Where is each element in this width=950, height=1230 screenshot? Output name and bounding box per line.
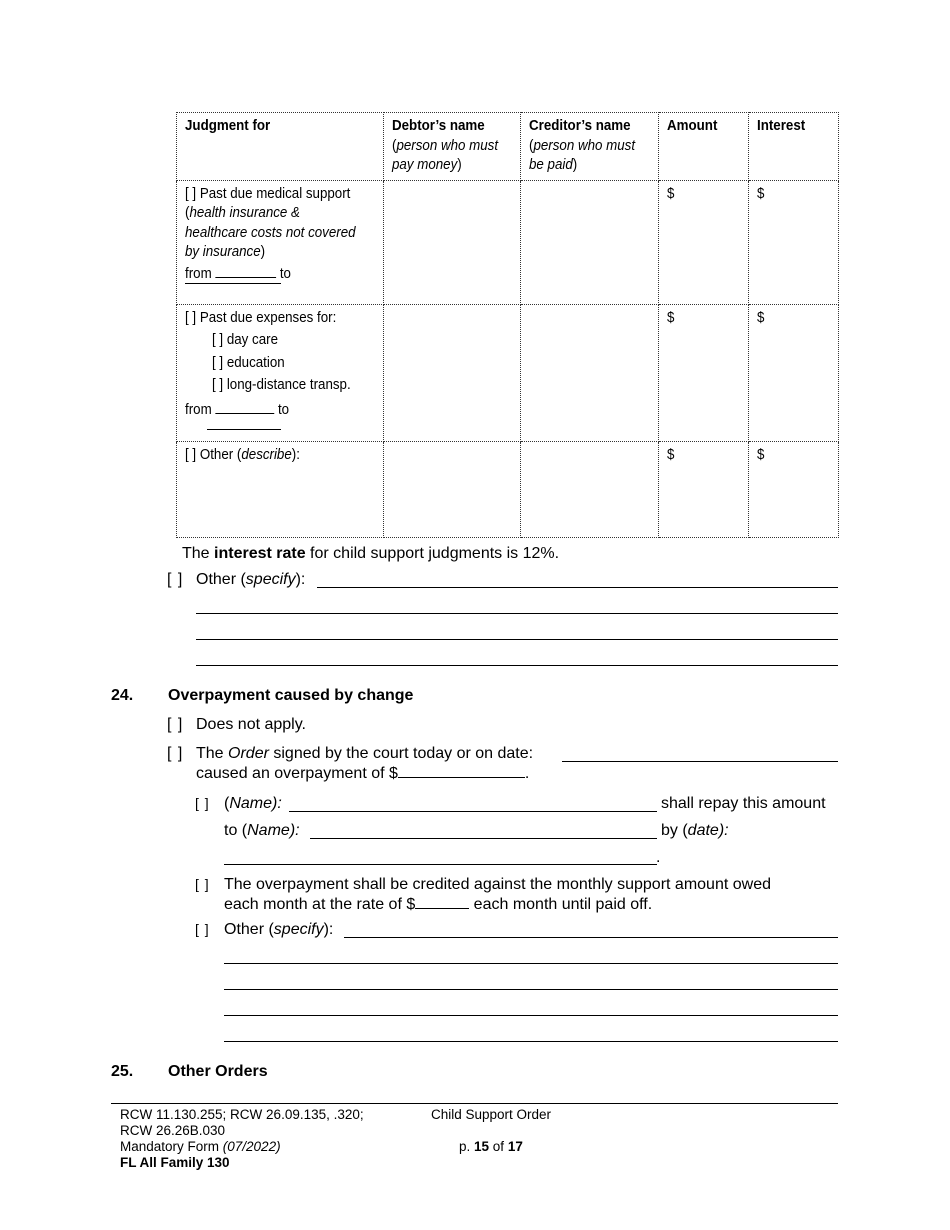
- other-specify-line-4[interactable]: [196, 665, 838, 666]
- table-row: [177, 180, 839, 304]
- row-expenses-amount-cell[interactable]: $: [659, 304, 749, 441]
- row-medical-debtor-cell[interactable]: [384, 180, 521, 304]
- other-specify-line-1[interactable]: [317, 587, 838, 588]
- overpayment-other-line-3[interactable]: [224, 989, 838, 990]
- medical-support-checkbox[interactable]: [ ]: [185, 185, 197, 202]
- row-medical-support-cell: [ ] Past due medical support (health insurance & healthcare costs not covered by insurance) from to: [177, 180, 384, 304]
- repay-date-period: .: [656, 849, 661, 866]
- footer-doc-title: Child Support Order: [431, 1107, 552, 1122]
- does-not-apply-label: Does not apply.: [196, 716, 306, 733]
- repay-to-label: to (Name):: [224, 822, 300, 839]
- expenses-checkbox[interactable]: [ ]: [185, 309, 197, 326]
- row-other-interest-cell[interactable]: $: [749, 441, 839, 537]
- expenses-from-field[interactable]: [215, 399, 274, 414]
- other-specify-line-2[interactable]: [196, 613, 838, 614]
- other-specify-checkbox[interactable]: [ ]: [167, 571, 184, 588]
- row-expenses-cell: [ ] Past due expenses for: [ ] day care [ ] education [ ] long-distance transp. from to: [177, 304, 384, 441]
- footer-page-number: p. 15 of 17: [459, 1139, 523, 1154]
- order-signed-label: The Order signed by the court today or on date:: [196, 745, 534, 762]
- row-expenses-interest-cell[interactable]: $: [749, 304, 839, 441]
- section-24-number: 24.: [111, 687, 134, 704]
- education-checkbox[interactable]: [ ]: [212, 354, 224, 371]
- overpayment-amount-label: caused an overpayment of $ .: [196, 765, 530, 782]
- credited-text-line-2: each month at the rate of $ each month until paid off.: [224, 896, 653, 913]
- section-25-number: 25.: [111, 1063, 134, 1080]
- row-other-creditor-cell[interactable]: [521, 441, 659, 537]
- order-overpayment-checkbox[interactable]: [ ]: [167, 745, 184, 762]
- repay-date-field[interactable]: [224, 864, 657, 865]
- repay-name-label: (Name):: [224, 795, 282, 812]
- header-debtor-name: Debtor’s name (person who must pay money): [384, 113, 521, 181]
- overpayment-other-line-1[interactable]: [344, 937, 838, 938]
- order-date-field[interactable]: [562, 761, 838, 762]
- repay-text: shall repay this amount: [661, 795, 826, 812]
- overpayment-other-label: Other (specify):: [224, 921, 334, 938]
- overpayment-other-checkbox[interactable]: [ ]: [195, 921, 210, 937]
- other-describe-checkbox[interactable]: [ ]: [185, 446, 197, 463]
- long-distance-checkbox[interactable]: [ ]: [212, 377, 224, 393]
- does-not-apply-checkbox[interactable]: [ ]: [167, 716, 184, 733]
- repay-by-date-label: by (date):: [661, 822, 729, 839]
- row-medical-creditor-cell[interactable]: [521, 180, 659, 304]
- overpayment-other-line-2[interactable]: [224, 963, 838, 964]
- section-24-title: Overpayment caused by change: [168, 687, 414, 704]
- footer-mandatory-form: Mandatory Form (07/2022): [120, 1139, 281, 1154]
- repay-checkbox[interactable]: [ ]: [195, 795, 210, 811]
- header-interest: Interest: [749, 113, 839, 181]
- repay-to-name-field[interactable]: [310, 838, 657, 839]
- interest-rate-note: The interest rate for child support judgments is 12%.: [182, 545, 560, 562]
- day-care-checkbox[interactable]: [ ]: [212, 332, 224, 348]
- row-expenses-debtor-cell[interactable]: [384, 304, 521, 441]
- row-medical-amount-cell[interactable]: $: [659, 180, 749, 304]
- footer-rcw-line-1: RCW 11.130.255; RCW 26.09.135, .320;: [120, 1107, 364, 1122]
- overpayment-amount-field[interactable]: [398, 763, 525, 778]
- medical-from-field[interactable]: [215, 263, 276, 278]
- footer-divider: [111, 1103, 838, 1104]
- table-row: [177, 441, 839, 537]
- repay-name-field[interactable]: [289, 811, 657, 812]
- overpayment-other-line-5[interactable]: [224, 1041, 838, 1042]
- other-specify-label: Other (specify):: [196, 571, 306, 588]
- expenses-to-field[interactable]: [207, 429, 281, 430]
- credit-rate-field[interactable]: [415, 894, 469, 909]
- footer-form-id: FL All Family 130: [120, 1155, 230, 1170]
- table-header-row: [177, 113, 839, 181]
- credited-checkbox[interactable]: [ ]: [195, 876, 210, 892]
- header-creditor-name: Creditor’s name (person who must be paid): [521, 113, 659, 181]
- overpayment-other-line-4[interactable]: [224, 1015, 838, 1016]
- row-other-amount-cell[interactable]: $: [659, 441, 749, 537]
- row-medical-interest-cell[interactable]: $: [749, 180, 839, 304]
- header-judgment-for: Judgment for: [177, 113, 384, 181]
- row-expenses-creditor-cell[interactable]: [521, 304, 659, 441]
- footer-rcw: [120, 1107, 364, 1171]
- header-amount: Amount: [659, 113, 749, 181]
- judgment-table: [176, 112, 839, 538]
- credited-text-line-1: The overpayment shall be credited against the monthly support amount owed: [224, 876, 771, 893]
- medical-to-field[interactable]: [185, 283, 281, 284]
- row-other-cell: [ ] Other (describe):: [177, 441, 384, 537]
- other-specify-line-3[interactable]: [196, 639, 838, 640]
- section-25-title: Other Orders: [168, 1063, 268, 1080]
- table-row: [177, 304, 839, 441]
- row-other-debtor-cell[interactable]: [384, 441, 521, 537]
- footer-rcw-line-2: RCW 26.26B.030: [120, 1123, 226, 1138]
